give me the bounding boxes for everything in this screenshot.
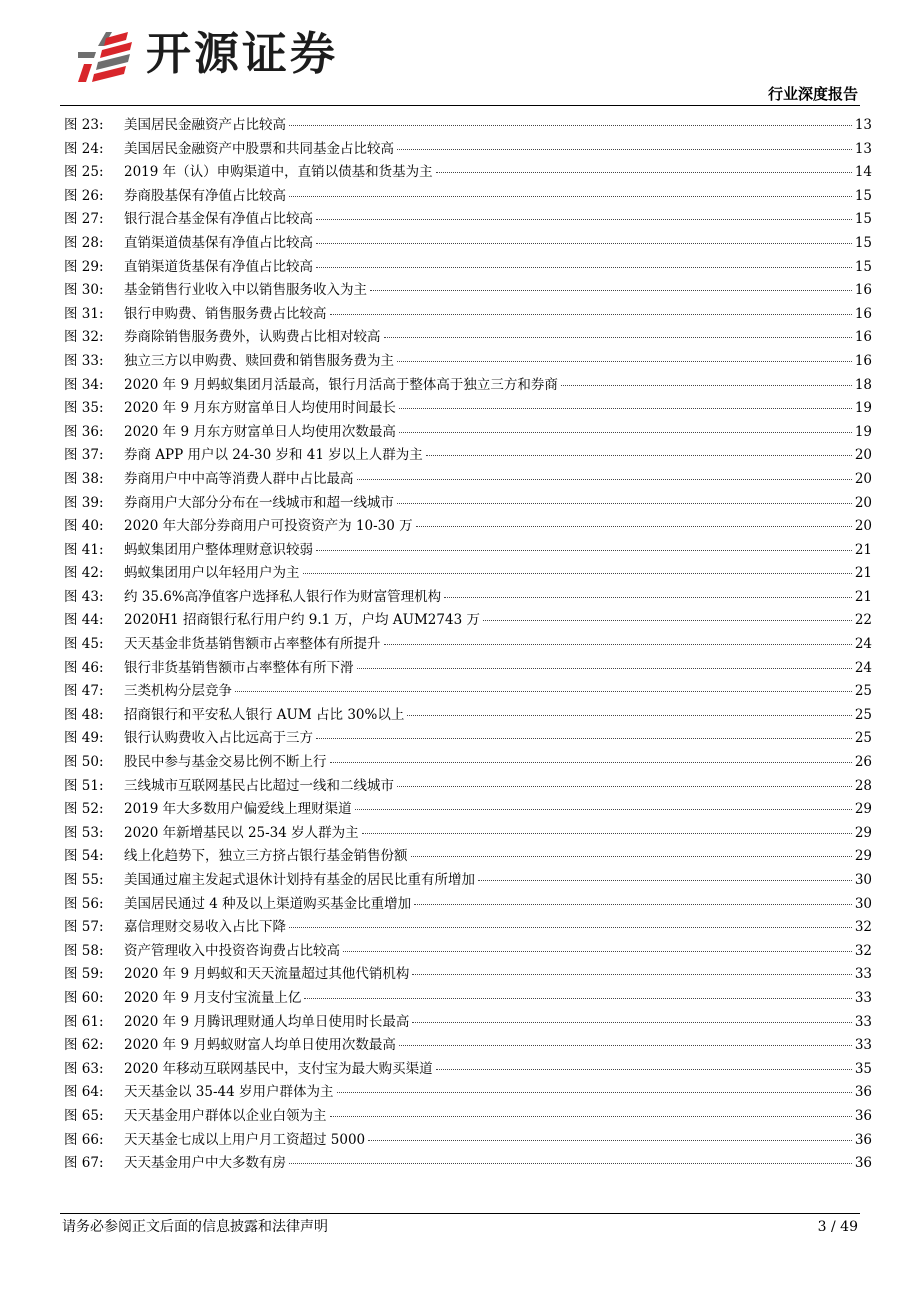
page-number: 21 bbox=[854, 588, 872, 605]
figure-title: 招商银行和平安私人银行 AUM 占比 30%以上 bbox=[124, 706, 405, 723]
figure-label: 图 47: bbox=[64, 683, 104, 700]
figure-title: 美国居民金融资产中股票和共同基金占比较高 bbox=[124, 140, 394, 157]
figure-label: 图 30: bbox=[64, 282, 104, 299]
toc-entry[interactable] bbox=[64, 586, 872, 610]
page-number: 21 bbox=[854, 541, 872, 558]
page-number: 36 bbox=[854, 1107, 872, 1124]
dot-leader bbox=[561, 385, 852, 386]
dot-leader bbox=[304, 998, 851, 999]
dot-leader bbox=[316, 219, 852, 220]
figure-label: 图 56: bbox=[64, 895, 104, 912]
page-number: 30 bbox=[854, 872, 872, 888]
toc-entry[interactable] bbox=[64, 397, 872, 421]
toc-entry[interactable] bbox=[64, 114, 872, 138]
toc-entry[interactable] bbox=[64, 704, 872, 728]
figure-label: 图 39: bbox=[64, 494, 104, 511]
toc-entry[interactable] bbox=[64, 798, 872, 822]
page-number: 24 bbox=[854, 636, 872, 653]
page-number: 15 bbox=[854, 234, 872, 251]
dot-leader bbox=[414, 904, 852, 905]
figure-label: 图 24: bbox=[64, 140, 104, 157]
toc-entry[interactable] bbox=[64, 609, 872, 633]
page-number: 33 bbox=[854, 1013, 872, 1030]
figure-title: 基金销售行业收入中以销售服务收入为主 bbox=[124, 282, 367, 299]
figure-title: 2019 年（认）申购渠道中，直销以债基和货基为主 bbox=[124, 164, 433, 181]
dot-leader bbox=[289, 196, 852, 197]
page-indicator: 3 / 49 bbox=[817, 1219, 858, 1235]
dot-leader bbox=[412, 1022, 851, 1023]
figure-title: 券商用户中中高等消费人群中占比最高 bbox=[124, 470, 354, 487]
figure-title: 银行非货基销售额市占率整体有所下滑 bbox=[124, 659, 354, 676]
dot-leader bbox=[407, 715, 851, 716]
figure-title: 天天基金非货基销售额市占率整体有所提升 bbox=[124, 636, 381, 653]
page-number: 35 bbox=[854, 1060, 872, 1077]
figure-label: 图 34: bbox=[64, 376, 104, 393]
dot-leader bbox=[444, 597, 852, 598]
page-number: 25 bbox=[854, 706, 872, 723]
toc-entry[interactable] bbox=[64, 633, 872, 657]
figure-title: 银行认购费收入占比远高于三方 bbox=[124, 730, 313, 747]
figure-title: 嘉信理财交易收入占比下降 bbox=[124, 919, 286, 936]
figure-label: 图 32: bbox=[64, 329, 104, 346]
toc-entry[interactable] bbox=[64, 185, 872, 209]
toc-entry[interactable] bbox=[64, 822, 872, 846]
figure-label: 图 25: bbox=[64, 164, 104, 181]
toc-entry[interactable] bbox=[64, 869, 872, 893]
figure-label: 图 23: bbox=[64, 117, 104, 133]
toc-entry[interactable] bbox=[64, 1129, 872, 1153]
toc-entry[interactable] bbox=[64, 1011, 872, 1035]
dot-leader bbox=[397, 786, 852, 787]
figure-title: 2020 年新增基民以 25-34 岁人群为主 bbox=[124, 824, 359, 841]
figure-label: 图 31: bbox=[64, 305, 104, 322]
page-number: 14 bbox=[854, 164, 872, 181]
dot-leader bbox=[357, 668, 852, 669]
page-number: 20 bbox=[854, 494, 872, 511]
figure-label: 图 35: bbox=[64, 400, 104, 417]
figure-title: 2019 年大多数用户偏爱线上理财渠道 bbox=[124, 801, 352, 818]
figure-label: 图 41: bbox=[64, 541, 104, 558]
dot-leader bbox=[330, 762, 852, 763]
dot-leader bbox=[337, 1092, 852, 1093]
toc-entry[interactable] bbox=[64, 657, 872, 681]
figure-label: 图 40: bbox=[64, 518, 104, 535]
toc-entry[interactable] bbox=[64, 1081, 872, 1105]
figure-title: 券商除销售服务费外，认购费占比相对较高 bbox=[124, 329, 381, 346]
toc-entry[interactable] bbox=[64, 515, 872, 539]
page-number: 15 bbox=[854, 211, 872, 228]
dot-leader bbox=[436, 1069, 852, 1070]
figure-label: 图 44: bbox=[64, 612, 104, 629]
dot-leader bbox=[436, 172, 852, 173]
figure-title: 天天基金用户群体以企业白领为主 bbox=[124, 1107, 327, 1124]
figure-label: 图 27: bbox=[64, 211, 104, 228]
figure-title: 直销渠道货基保有净值占比较高 bbox=[124, 258, 313, 275]
figure-label: 图 45: bbox=[64, 636, 104, 653]
figure-title: 券商用户大部分分布在一线城市和超一线城市 bbox=[124, 494, 394, 511]
toc-entry[interactable] bbox=[64, 1105, 872, 1129]
toc-entry[interactable] bbox=[64, 468, 872, 492]
dot-leader bbox=[289, 927, 852, 928]
dot-leader bbox=[397, 361, 852, 362]
figure-label: 图 28: bbox=[64, 234, 104, 251]
page-number: 19 bbox=[854, 400, 872, 417]
page-number: 19 bbox=[854, 423, 872, 440]
figure-title: 券商 APP 用户以 24-30 岁和 41 岁以上人群为主 bbox=[124, 447, 423, 464]
page-number: 25 bbox=[854, 730, 872, 747]
figure-title: 三线城市互联网基民占比超过一线和二线城市 bbox=[124, 777, 394, 794]
dot-leader bbox=[370, 290, 852, 291]
page-number: 29 bbox=[854, 801, 872, 818]
toc-entry[interactable] bbox=[64, 562, 872, 586]
figure-title: 资产管理收入中投资咨询费占比较高 bbox=[124, 942, 340, 959]
toc-entry[interactable] bbox=[64, 539, 872, 563]
dot-leader bbox=[397, 503, 852, 504]
toc-entry[interactable] bbox=[64, 492, 872, 516]
page-number: 25 bbox=[854, 683, 872, 700]
dot-leader bbox=[399, 1045, 852, 1046]
page-number: 22 bbox=[854, 612, 872, 629]
dot-leader bbox=[343, 951, 852, 952]
figure-label: 图 38: bbox=[64, 470, 104, 487]
toc-entry[interactable] bbox=[64, 845, 872, 869]
dot-leader bbox=[399, 432, 852, 433]
dot-leader bbox=[316, 550, 852, 551]
toc-entry[interactable] bbox=[64, 727, 872, 751]
page-number: 29 bbox=[854, 848, 872, 865]
page-number: 18 bbox=[854, 376, 872, 393]
figure-label: 图 55: bbox=[64, 872, 104, 888]
figure-label: 图 61: bbox=[64, 1013, 104, 1030]
page-number: 32 bbox=[854, 942, 872, 959]
page-number: 20 bbox=[854, 470, 872, 487]
figure-label: 图 42: bbox=[64, 565, 104, 582]
page-number: 33 bbox=[854, 966, 872, 983]
figure-title: 2020 年 9 月东方财富单日人均使用次数最高 bbox=[124, 423, 396, 440]
figure-label: 图 36: bbox=[64, 423, 104, 440]
dot-leader bbox=[316, 738, 852, 739]
toc-entry[interactable] bbox=[64, 775, 872, 799]
figure-title: 独立三方以申购费、赎回费和销售服务费为主 bbox=[124, 352, 394, 369]
page-number: 16 bbox=[854, 305, 872, 322]
dot-leader bbox=[303, 573, 852, 574]
figure-label: 图 62: bbox=[64, 1037, 104, 1054]
dot-leader bbox=[412, 974, 851, 975]
page-number: 20 bbox=[854, 447, 872, 464]
page-number: 36 bbox=[854, 1155, 872, 1172]
figure-label: 图 37: bbox=[64, 447, 104, 464]
page-number: 15 bbox=[854, 187, 872, 204]
figure-title: 美国通过雇主发起式退休计划持有基金的居民比重有所增加 bbox=[124, 872, 475, 888]
figure-title: 2020 年 9 月东方财富单日人均使用时间最长 bbox=[124, 400, 396, 417]
figure-label: 图 43: bbox=[64, 588, 104, 605]
figure-label: 图 65: bbox=[64, 1107, 104, 1124]
figure-label: 图 52: bbox=[64, 801, 104, 818]
page-number: 16 bbox=[854, 282, 872, 299]
figure-title: 2020 年 9 月蚂蚁集团月活最高，银行月活高于整体高于独立三方和券商 bbox=[124, 376, 558, 393]
figure-title: 2020 年 9 月支付宝流量上亿 bbox=[124, 989, 302, 1006]
toc-entry[interactable] bbox=[64, 350, 872, 374]
dot-leader bbox=[362, 833, 852, 834]
figure-label: 图 29: bbox=[64, 258, 104, 275]
dot-leader bbox=[478, 880, 852, 881]
page-number: 16 bbox=[854, 352, 872, 369]
page-header bbox=[0, 0, 920, 110]
toc-entry[interactable] bbox=[64, 232, 872, 256]
dot-leader bbox=[397, 149, 852, 150]
figure-label: 图 60: bbox=[64, 989, 104, 1006]
toc-entry[interactable] bbox=[64, 1058, 872, 1082]
figure-label: 图 49: bbox=[64, 730, 104, 747]
figure-label: 图 57: bbox=[64, 919, 104, 936]
page-number: 24 bbox=[854, 659, 872, 676]
report-type-label: 行业深度报告 bbox=[767, 85, 858, 103]
figure-title: 约 35.6%高净值客户选择私人银行作为财富管理机构 bbox=[124, 588, 442, 605]
brand-name: 开源证券 bbox=[146, 27, 339, 80]
header-divider bbox=[60, 105, 860, 106]
toc-entry[interactable] bbox=[64, 303, 872, 327]
dot-leader bbox=[289, 125, 852, 126]
kaiyuan-logo-icon bbox=[76, 28, 138, 84]
page-number: 20 bbox=[854, 518, 872, 535]
page-number: 29 bbox=[854, 824, 872, 841]
figure-title: 三类机构分层竞争 bbox=[124, 683, 232, 700]
dot-leader bbox=[384, 337, 852, 338]
toc-entry[interactable] bbox=[64, 279, 872, 303]
figure-title: 2020 年 9 月腾讯理财通人均单日使用时长最高 bbox=[124, 1013, 410, 1030]
page-number: 13 bbox=[854, 117, 872, 133]
figure-label: 图 54: bbox=[64, 848, 104, 865]
figure-title: 直销渠道债基保有净值占比较高 bbox=[124, 234, 313, 251]
dot-leader bbox=[483, 620, 852, 621]
figure-label: 图 46: bbox=[64, 659, 104, 676]
dot-leader bbox=[357, 479, 852, 480]
dot-leader bbox=[316, 243, 852, 244]
toc-entry[interactable] bbox=[64, 1152, 872, 1176]
figure-label: 图 64: bbox=[64, 1084, 104, 1101]
toc-entry[interactable] bbox=[64, 1034, 872, 1058]
figure-title: 美国居民金融资产占比较高 bbox=[124, 117, 286, 133]
toc-entry[interactable] bbox=[64, 161, 872, 185]
figure-title: 美国居民通过 4 种及以上渠道购买基金比重增加 bbox=[124, 895, 412, 912]
figure-title: 天天基金七成以上用户月工资超过 5000 bbox=[124, 1131, 366, 1148]
figure-label: 图 48: bbox=[64, 706, 104, 723]
page-number: 30 bbox=[854, 895, 872, 912]
dot-leader bbox=[355, 809, 852, 810]
figure-label: 图 26: bbox=[64, 187, 104, 204]
dot-leader bbox=[384, 644, 852, 645]
page-number: 16 bbox=[854, 329, 872, 346]
toc-entry[interactable] bbox=[64, 916, 872, 940]
toc-entry[interactable] bbox=[64, 208, 872, 232]
figure-label: 图 63: bbox=[64, 1060, 104, 1077]
dot-leader bbox=[316, 267, 852, 268]
figure-title: 蚂蚁集团用户整体理财意识较弱 bbox=[124, 541, 313, 558]
figure-title: 2020 年大部分券商用户可投资资产为 10-30 万 bbox=[124, 518, 413, 535]
figure-title: 线上化趋势下，独立三方挤占银行基金销售份额 bbox=[124, 848, 408, 865]
dot-leader bbox=[235, 691, 852, 692]
figure-label: 图 53: bbox=[64, 824, 104, 841]
figure-title: 2020 年移动互联网基民中，支付宝为最大购买渠道 bbox=[124, 1060, 433, 1077]
toc-entry[interactable] bbox=[64, 751, 872, 775]
figure-label: 图 67: bbox=[64, 1155, 104, 1172]
figure-title: 银行混合基金保有净值占比较高 bbox=[124, 211, 313, 228]
figure-title: 天天基金以 35-44 岁用户群体为主 bbox=[124, 1084, 334, 1101]
toc-entry[interactable] bbox=[64, 963, 872, 987]
page-number: 15 bbox=[854, 258, 872, 275]
figure-label: 图 66: bbox=[64, 1131, 104, 1148]
figure-title: 天天基金用户中大多数有房 bbox=[124, 1155, 286, 1172]
dot-leader bbox=[289, 1163, 852, 1164]
figure-title: 蚂蚁集团用户以年轻用户为主 bbox=[124, 565, 300, 582]
figure-title: 银行申购费、销售服务费占比较高 bbox=[124, 305, 327, 322]
dot-leader bbox=[426, 455, 852, 456]
page-number: 13 bbox=[854, 140, 872, 157]
toc-entry[interactable] bbox=[64, 256, 872, 280]
page-number: 32 bbox=[854, 919, 872, 936]
legal-disclaimer: 请务必参阅正文后面的信息披露和法律声明 bbox=[62, 1219, 328, 1235]
page-number: 33 bbox=[854, 1037, 872, 1054]
figure-title: 2020 年 9 月蚂蚁财富人均单日使用次数最高 bbox=[124, 1037, 396, 1054]
dot-leader bbox=[399, 408, 852, 409]
page-number: 21 bbox=[854, 565, 872, 582]
toc-entry[interactable] bbox=[64, 680, 872, 704]
figure-title: 股民中参与基金交易比例不断上行 bbox=[124, 754, 327, 771]
figure-label: 图 58: bbox=[64, 942, 104, 959]
dot-leader bbox=[330, 1116, 852, 1117]
toc-entry[interactable] bbox=[64, 987, 872, 1011]
dot-leader bbox=[416, 526, 852, 527]
page-number: 36 bbox=[854, 1084, 872, 1101]
figure-label: 图 59: bbox=[64, 966, 104, 983]
dot-leader bbox=[330, 314, 852, 315]
toc-entry[interactable] bbox=[64, 893, 872, 917]
toc-entry[interactable] bbox=[64, 940, 872, 964]
page-number: 33 bbox=[854, 989, 872, 1006]
toc-entry[interactable] bbox=[64, 421, 872, 445]
footer-divider bbox=[60, 1213, 860, 1214]
toc-entry[interactable] bbox=[64, 326, 872, 350]
figure-title: 券商股基保有净值占比较高 bbox=[124, 187, 286, 204]
dot-leader bbox=[368, 1140, 852, 1141]
figure-title: 2020 年 9 月蚂蚁和天天流量超过其他代销机构 bbox=[124, 966, 410, 983]
figure-title: 2020H1 招商银行私行用户约 9.1 万，户均 AUM2743 万 bbox=[124, 612, 480, 629]
figure-label: 图 50: bbox=[64, 754, 104, 771]
toc-entry[interactable] bbox=[64, 444, 872, 468]
page-number: 26 bbox=[854, 754, 872, 771]
figure-table-of-contents bbox=[64, 114, 872, 1176]
toc-entry[interactable] bbox=[64, 138, 872, 162]
figure-label: 图 33: bbox=[64, 352, 104, 369]
dot-leader bbox=[411, 856, 852, 857]
page-number: 36 bbox=[854, 1131, 872, 1148]
figure-label: 图 51: bbox=[64, 777, 104, 794]
page-number: 28 bbox=[854, 777, 872, 794]
toc-entry[interactable] bbox=[64, 374, 872, 398]
